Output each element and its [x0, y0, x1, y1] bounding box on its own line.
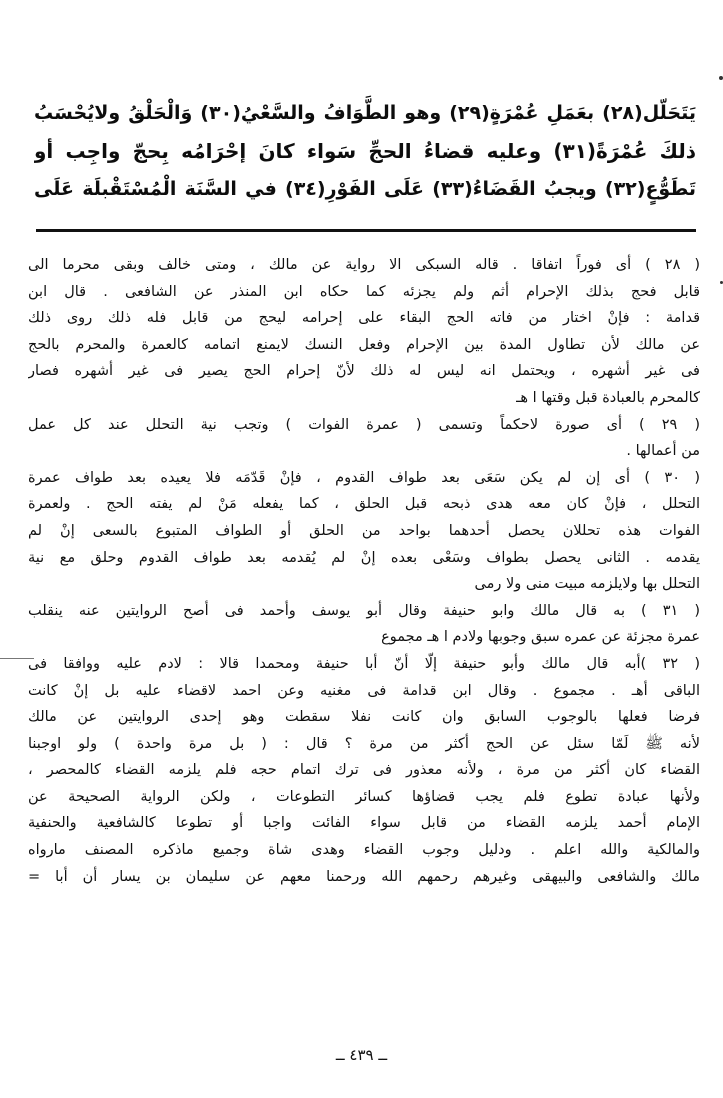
main-text-line: يَتَحَلّل(٢٨) بعَمَلِ عُمْرَةٍ(٢٩) وهو الطَّوَافُ والسَّعْيُ(٣٠) وَالْحَلْقُ ولايُحْسَبُ — [34, 102, 696, 124]
footnote-line: مالك والشافعى والبيهقى وغيرهم رحمهم الله ورحمنا معهم عن سليمان بن يسار أن أبا = — [28, 868, 700, 885]
footnote-line: الباقى أهـ . مجموع . وقال ابن قدامة فى مغنيه وعن احمد لاقضاء عليه بل إنْ كانت — [28, 682, 700, 699]
page-number: ــ ٤٣٩ ــ — [335, 1046, 388, 1064]
footnote-line: عن مالك لأن تطاول المدة بين الإحرام وفعل النسك لايمنع اتمامه كالعمرة والمحرم بالحج — [28, 336, 700, 353]
main-text — [34, 94, 696, 208]
footnote-line: من أعمالها . — [626, 443, 700, 460]
footnote-30 — [28, 465, 700, 598]
footnote-line: ( ٢٨ ) أى فوراً اتفاقا . قاله السبكى الا رواية عن مالك ، ومتى خالف وبقى محرما الى — [28, 257, 700, 273]
footnote-line: القضاء كان أكثر من مرة ، ولأنه معذور فى ترك اتمام حجه فلم يلزمه القضاء كالمحصر ، — [28, 762, 700, 779]
footnote-line: ( ٣١ ) به قال مالك وابو حنيفة وقال أبو يوسف وأحمد فى أصح الروايتين عنه ينقلب — [28, 602, 700, 619]
footnote-line: قدامة : فإنْ اختار من فاته الحج البقاء على إحرامه ليحج من قابل فله ذلك روى ذلك — [28, 310, 700, 327]
footnote-29 — [28, 412, 700, 465]
footnote-line: ( ٢٩ ) أى صورة لاحكماً وتسمى ( عمرة الفوات ) وتجب نية التحلل عند كل عمل — [28, 416, 700, 433]
main-text-line: تَطَوُّعٍ(٣٢) ويجبُ القَضَاءُ(٣٣) عَلَى الفَوْرِ(٣٤) في السَّنَة الْمُسْتَقْبلَة عَلَى — [34, 178, 696, 200]
footnote-31 — [28, 598, 700, 651]
footnote-line: الفوات هذه تحللان يحصل أحدهما بواحد من الحلق أو الطواف المتبوع بالسعى إنْ لم — [28, 522, 700, 539]
footnote-line: فرضا فعلها بالوجوب السابق وان كانت نفلا سقطت وهو إحدى الروايتين عن مالك — [28, 709, 700, 726]
main-text-line: ذلكَ عُمْرَةً(٣١) وعليه قضاءُ الحجِّ سَواء كانَ إحْرَامُه بِحجّ واجِب أو — [34, 139, 696, 163]
footnote-line: فى غير أشهره ، ويحتمل انه ليس له ذلك لأنّ إحرام الحج يصير فى غير أشهره فصار — [28, 363, 700, 380]
footnote-line: كالمحرم بالعبادة قبل وقتها ا هـ — [516, 389, 700, 406]
footnote-28 — [28, 252, 700, 412]
footnote-line: ( ٣٢ )أبه قال مالك وأبو حنيفة إلّا أنّ أبا حنيفة ومحمدا قالا : لادم عليه ووافقا فى — [28, 655, 700, 672]
footnote-line: ( ٣٠ ) أى إن لم يكن سَعَى بعد طواف القدوم ، فإنْ قَدّمَه فلا يعيده بعد طواف عمرة — [28, 469, 700, 486]
footnote-line: التحلل بها ولايلزمه مبيت منى ولا رمى — [474, 576, 700, 593]
footnote-line: التحلل ، فإنْ كان معه هدى ذبحه قبل الحلق ، كما يفعله مَنْ لم يفته الحج . ولعمرة — [28, 496, 700, 513]
footnotes — [28, 252, 700, 890]
footnote-32 — [28, 651, 700, 890]
footnote-line: والمالكية والله اعلم . ودليل وجوب القضاء وهدى شاة وجميع ماذكره المصنف مارواه — [28, 842, 700, 859]
footnote-line: لأنه ﷺ لَمّا سئل عن الحج أكثر من مرة ؟ قال : ( بل مرة واحدة ) ولو اوجبنا — [28, 735, 700, 752]
footnote-line: ولأنها عبادة تطوع فلم يجب قضاؤها كسائر التطوعات ، ولكن الرواية الصحيحة عن — [28, 788, 700, 805]
footnote-separator — [36, 229, 696, 232]
footnote-line: يقدمه . الثانى يحصل بطواف وسَعْى بعده إنْ لم يُقدمه بعد طواف القدوم وحلق مع نية — [28, 549, 700, 566]
margin-mark — [719, 76, 723, 80]
footnote-line: قابل فحج بذلك الإحرام أثم ولم يجزئه كما حكاه ابن المنذر عن الشافعى . قال ابن — [28, 283, 700, 300]
footnote-line: عمرة مجزئة عن عمره سبق وجوبها ولادم ا هـ مجموع — [381, 629, 700, 646]
footnote-line: الإمام أحمد يلزمه القضاء من قابل سواء الفائت واجبا أو تطوعا كالشافعية والحنفية — [28, 815, 700, 832]
